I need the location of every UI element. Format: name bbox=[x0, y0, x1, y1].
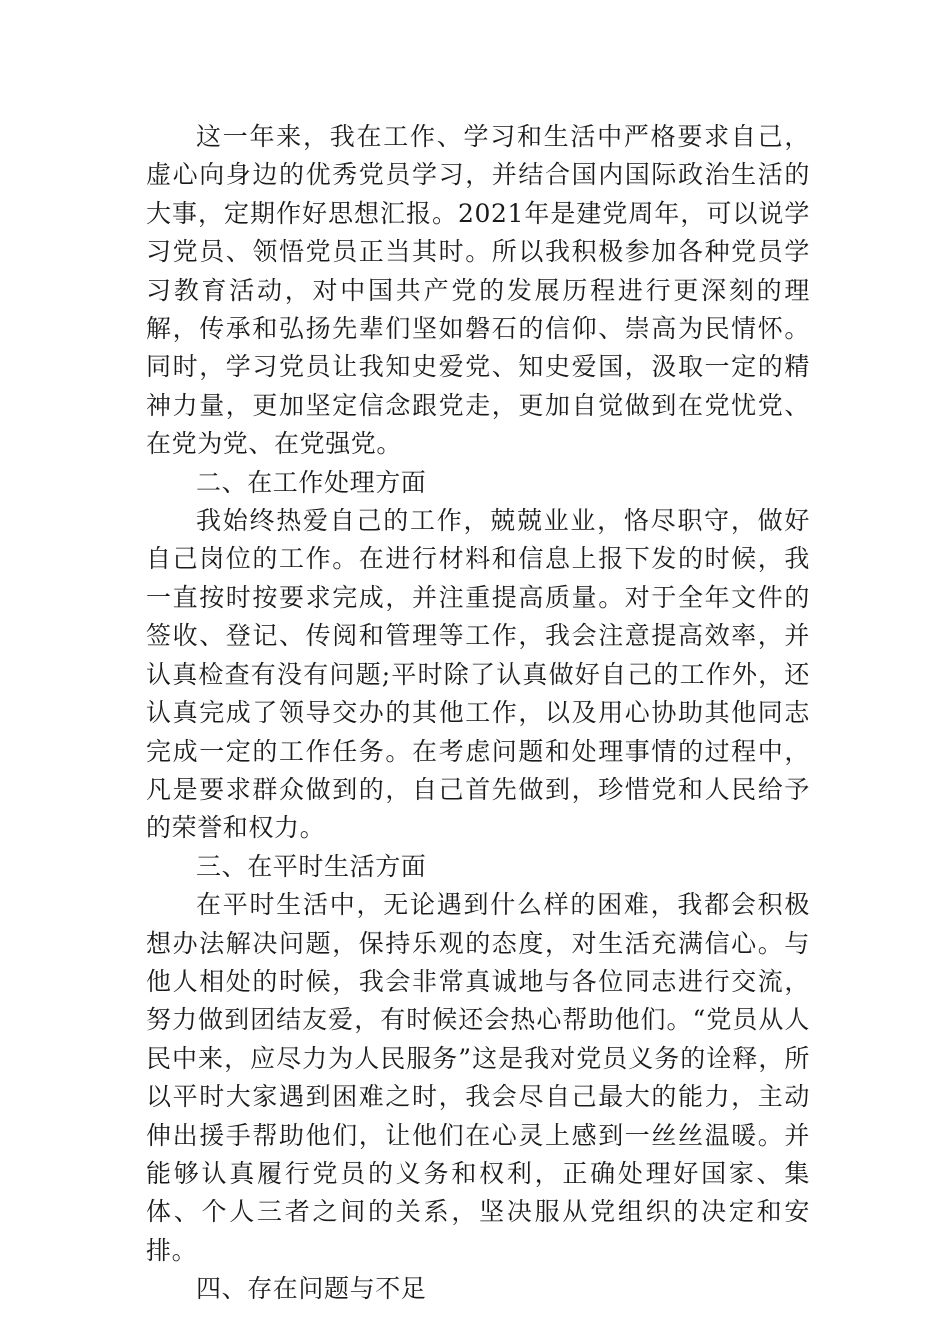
document-body bbox=[146, 118, 810, 1309]
paragraph-work: 我始终热爱自己的工作，兢兢业业，恪尽职守，做好自己岗位的工作。在进行材料和信息上报下发的时候，我一直按时按要求完成，并注重提高质量。对于全年文件的签收、登记、传阅和管理等工作，我会注意提高效率，并认真检查有没有问题;平时除了认真做好自己的工作外，还认真完成了领导交办的其他工作，以及用心协助其他同志完成一定的工作任务。在考虑问题和处理事情的过程中，凡是要求群众做到的，自己首先做到，珍惜党和人民给予的荣誉和权力。 bbox=[146, 506, 810, 843]
section-heading-problems: 四、存在问题与不足 bbox=[196, 1274, 427, 1304]
section-heading-life: 三、在平时生活方面 bbox=[196, 851, 427, 881]
paragraph-life: 在平时生活中，无论遇到什么样的困难，我都会积极想办法解决问题，保持乐观的态度，对生活充满信心。与他人相处的时候，我会非常真诚地与各位同志进行交流，努力做到团结友爱，有时候还会热心帮助他们。“党员从人民中来，应尽力为人民服务”这是我对党员义务的诠释，所以平时大家遇到困难之时，我会尽自己最大的能力，主动伸出援手帮助他们，让他们在心灵上感到一丝丝温暖。并能够认真履行党员的义务和权利，正确处理好国家、集体、个人三者之间的关系，坚决服从党组织的决定和安排。 bbox=[146, 890, 810, 1265]
section-heading-work: 二、在工作处理方面 bbox=[196, 467, 427, 497]
paragraph-party-study: 这一年来，我在工作、学习和生活中严格要求自己，虚心向身边的优秀党员学习，并结合国内国际政治生活的大事，定期作好思想汇报。2021年是建党周年，可以说学习党员、领悟党员正当其时。所以我积极参加各种党员学习教育活动，对中国共产党的发展历程进行更深刻的理解，传承和弘扬先辈们坚如磐石的信仰、崇高为民情怀。同时，学习党员让我知史爱党、知史爱国，汲取一定的精神力量，更加坚定信念跟党走，更加自觉做到在党忧党、在党为党、在党强党。 bbox=[146, 122, 810, 459]
